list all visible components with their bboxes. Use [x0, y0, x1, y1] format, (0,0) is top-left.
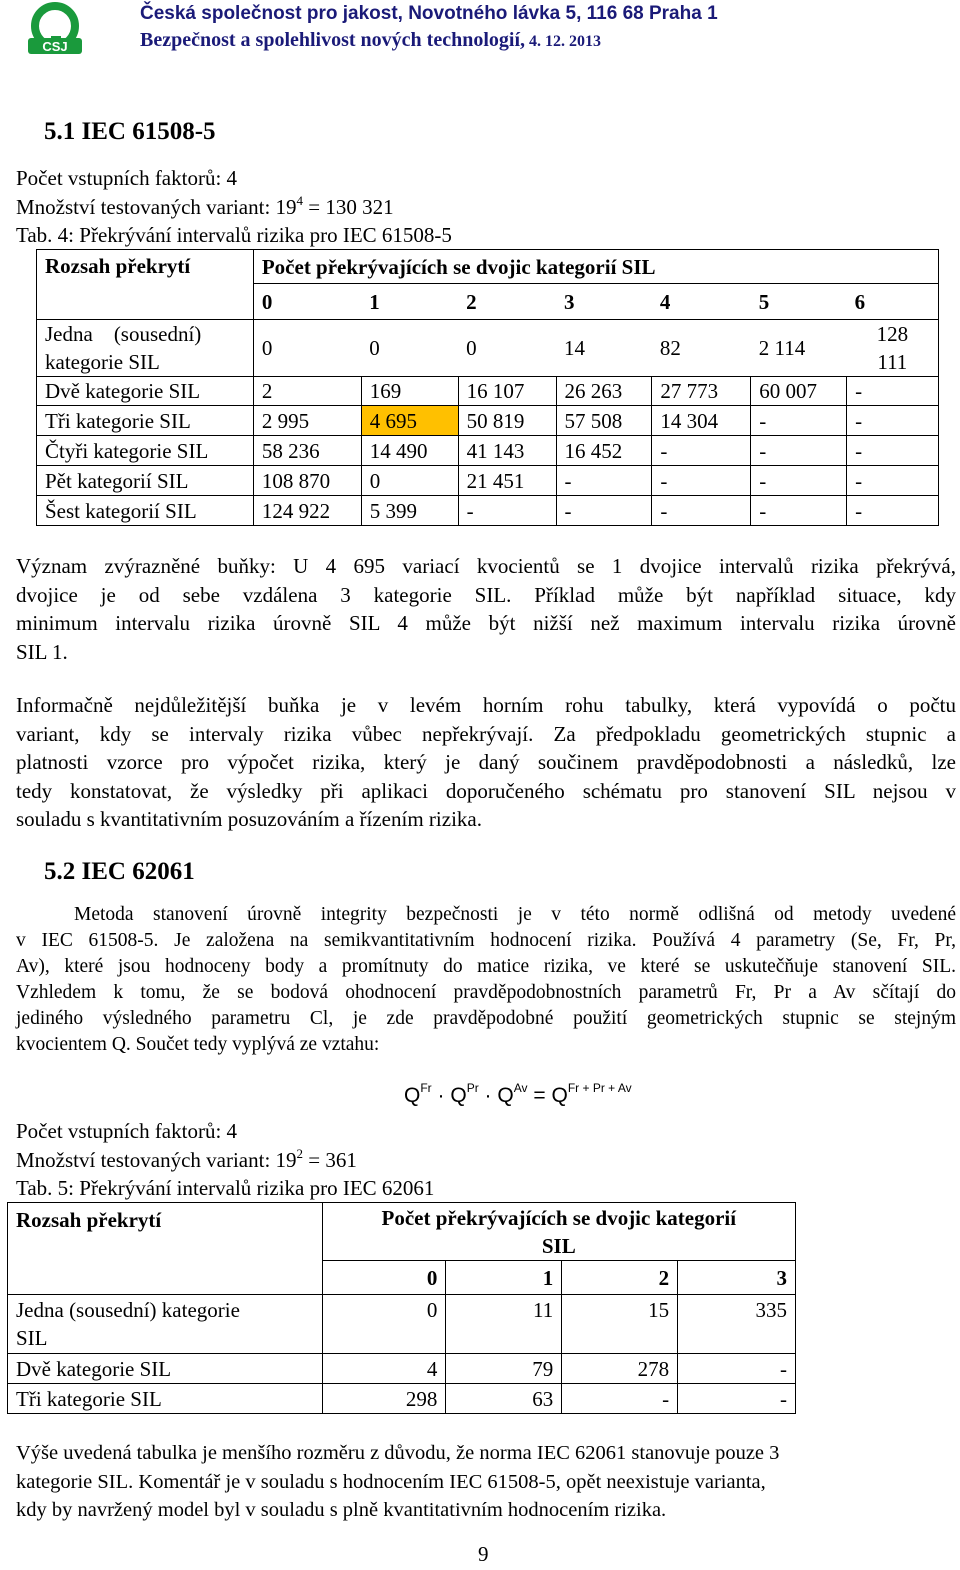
cell: 0 [322, 1295, 446, 1354]
table-5 [7, 1202, 796, 1414]
cell: - [556, 466, 652, 496]
cell: - [678, 1384, 796, 1414]
header-conference: Bezpečnost a spolehlivost nových technologií, [140, 29, 526, 51]
row-label: Tři kategorie SIL [8, 1384, 323, 1414]
paragraph-iec-62061 [16, 902, 956, 1058]
table-4-col: 5 [751, 284, 847, 320]
text-line: Av), které jsou hodnoceny body a promítnuty do matice rizika, ve které se uskutečňuje stanovení SIL. [16, 956, 956, 977]
cell: - [751, 406, 847, 436]
cell: 4 [322, 1354, 446, 1384]
cell: 57 508 [556, 406, 652, 436]
table-row [37, 320, 939, 377]
section-heading-5-1: 5.1 IEC 61508-5 [44, 118, 216, 145]
variants-suffix: = 361 [303, 1148, 357, 1172]
row-label: Tři kategorie SIL [37, 406, 254, 436]
cell: 16 452 [556, 436, 652, 466]
formula [404, 1081, 632, 1108]
table-4-col: 4 [652, 284, 751, 320]
row-label [8, 1295, 323, 1354]
formula-dot: · [484, 1084, 492, 1107]
table-row [37, 496, 939, 526]
row-label-a: Jedna (sousední) [45, 322, 202, 346]
variants-suffix: = 130 321 [303, 195, 394, 219]
header-line-2 [140, 29, 601, 52]
row-label: Pět kategorií SIL [37, 466, 254, 496]
table-4-col: 2 [458, 284, 556, 320]
table-4-col: 0 [253, 284, 361, 320]
formula-dot: · [437, 1084, 445, 1107]
cell: 0 [253, 320, 361, 377]
row-label-a: Jedna (sousední) kategorie [16, 1298, 240, 1322]
cell: 15 [562, 1295, 678, 1354]
cell: 5 399 [361, 496, 458, 526]
table-5-col-header: Rozsah překrytí [8, 1203, 323, 1295]
row-label-b: SIL [16, 1326, 48, 1350]
formula-eq: = [533, 1084, 546, 1107]
text-line: Význam zvýrazněné buňky: U 4 695 variací kvocientů se 1 dvojice intervalů rizika překrývá, [16, 554, 956, 578]
cell: 0 [361, 320, 458, 377]
text-line: v IEC 61508-5. Je založena na semikvantitativním hodnocení rizika. Používá 4 parametry (Se, Fr, Pr, [16, 930, 956, 951]
header-date: 4. 12. 2013 [525, 33, 602, 50]
cell: - [751, 496, 847, 526]
row-label: Šest kategorií SIL [37, 496, 254, 526]
table-4-col: 6 [847, 284, 939, 320]
group-header-line: Počet překrývajících se dvojic kategorií [381, 1205, 737, 1230]
cell: 16 107 [458, 377, 556, 406]
table-4-caption: Tab. 4: Překrývání intervalů rizika pro IEC 61508-5 [16, 223, 452, 247]
row-label: Dvě kategorie SIL [8, 1354, 323, 1384]
paragraph-important-cell [16, 691, 956, 834]
variants-line-2 [16, 1146, 357, 1174]
table-4-col: 1 [361, 284, 458, 320]
text-line: Vzhledem k tomu, že se bodová ohodnocení pravděpodobnostních parametrů Fr, Pr a Av sčítají do [16, 982, 956, 1003]
cell: 0 [361, 466, 458, 496]
cell: 278 [562, 1354, 678, 1384]
text-line: dvojice je od sebe vzdálena 3 kategorie SIL. Příklad může být například situace, kdy [16, 582, 956, 607]
table-4-col-header: Rozsah překrytí [37, 250, 254, 320]
text-line: Metoda stanovení úrovně integrity bezpečnosti je v této normě odlišná od metody uvedené [74, 904, 956, 925]
cell: 2 [253, 377, 361, 406]
cell: 60 007 [751, 377, 847, 406]
cell-line-b: 111 [877, 350, 908, 374]
svg-text:CSJ: CSJ [42, 39, 68, 54]
table-row [8, 1354, 796, 1384]
text-line: kategorie SIL. Komentář je v souladu s hodnocením IEC 61508-5, opět neexistuje varianta, [16, 1470, 766, 1493]
table-4 [36, 249, 939, 526]
cell: 21 451 [458, 466, 556, 496]
variants-line-1 [16, 193, 394, 221]
cell: - [847, 496, 939, 526]
text-line: jediného výsledného parametru Cl, je zde pravděpodobné použití geometrických stupnic se stejným [16, 1008, 956, 1029]
table-row [37, 436, 939, 466]
page-number: 9 [478, 1542, 489, 1566]
row-label-b: kategorie SIL [45, 350, 160, 374]
cell: 79 [446, 1354, 562, 1384]
table-5-caption: Tab. 5: Překrývání intervalů rizika pro IEC 62061 [16, 1176, 435, 1200]
formula-exp: Fr [420, 1081, 432, 1095]
text-line: platnosti vzorce pro výpočet rizika, který je daný součinem pravděpodobnosti a následků, lze [16, 750, 956, 774]
cell: 50 819 [458, 406, 556, 436]
cell: 124 922 [253, 496, 361, 526]
paragraph-highlight-meaning [16, 552, 956, 666]
cell: 2 114 [751, 320, 847, 377]
factors-line-2: Počet vstupních faktorů: 4 [16, 1119, 238, 1143]
cell: 14 490 [361, 436, 458, 466]
formula-exp: Av [513, 1081, 528, 1095]
cell: - [847, 377, 939, 406]
text-line: souladu s kvantitativním posuzováním a řízením rizika. [16, 807, 482, 831]
row-label: Dvě kategorie SIL [37, 377, 254, 406]
factors-line-1: Počet vstupních faktorů: 4 [16, 166, 238, 190]
cell: 63 [446, 1384, 562, 1414]
cell: - [458, 496, 556, 526]
cell: 169 [361, 377, 458, 406]
text-line: Informačně nejdůležitější buňka je v levém horním rohu tabulky, která vypovídá o počtu [16, 693, 956, 717]
text-line: SIL 1. [16, 639, 68, 664]
cell: - [847, 406, 939, 436]
table-4-col: 3 [556, 284, 652, 320]
cell: 14 [556, 320, 652, 377]
cell: 82 [652, 320, 751, 377]
table-row [37, 466, 939, 496]
highlighted-cell: 4 695 [361, 406, 458, 436]
variants-prefix: Množství testovaných variant: 19 [16, 195, 297, 219]
table-5-col: 1 [446, 1261, 562, 1295]
cell: 14 304 [652, 406, 751, 436]
section-heading-5-2: 5.2 IEC 62061 [44, 858, 195, 885]
formula-q: Q [497, 1084, 514, 1107]
cell: 298 [322, 1384, 446, 1414]
csj-logo [22, 2, 88, 56]
row-label [37, 320, 254, 377]
formula-q: Q [450, 1084, 467, 1107]
text-line: minimum intervalu rizika úrovně SIL 4 může být nižší než maximum intervalu rizika úrovně [16, 611, 956, 635]
cell: 2 995 [253, 406, 361, 436]
table-5-group-header [322, 1203, 795, 1261]
cell: - [678, 1354, 796, 1384]
cell: 11 [446, 1295, 562, 1354]
table-5-col: 2 [562, 1261, 678, 1295]
variants-prefix: Množství testovaných variant: 19 [16, 1148, 297, 1172]
formula-q: Q [404, 1084, 421, 1107]
cell-line-a: 128 [876, 322, 909, 346]
cell: 26 263 [556, 377, 652, 406]
cell: 0 [458, 320, 556, 377]
paragraph-table-size [16, 1439, 956, 1525]
cell: - [652, 496, 751, 526]
cell: - [652, 436, 751, 466]
header-line-1: Česká společnost pro jakost, Novotného lávka 5, 116 68 Praha 1 [140, 3, 718, 24]
text-line: variant, kdy se intervaly rizika vůbec nepřekrývají. Za předpokladu geometrických stupnic a [16, 721, 956, 746]
row-label: Čtyři kategorie SIL [37, 436, 254, 466]
variants-exponent: 2 [296, 1146, 304, 1161]
text-line: Výše uvedená tabulka je menšího rozměru z důvodu, že norma IEC 62061 stanovuje pouze 3 [16, 1442, 780, 1464]
formula-q: Q [551, 1084, 568, 1107]
variants-exponent: 4 [296, 193, 304, 208]
table-row [37, 377, 939, 406]
formula-exp: Fr + Pr + Av [567, 1081, 632, 1095]
cell: 58 236 [253, 436, 361, 466]
cell: - [652, 466, 751, 496]
table-5-col: 0 [322, 1261, 446, 1295]
cell: - [847, 466, 939, 496]
cell: 27 773 [652, 377, 751, 406]
cell [847, 320, 939, 377]
table-row [8, 1295, 796, 1354]
group-header-line: SIL [541, 1233, 576, 1258]
table-4-group-header: Počet překrývajících se dvojic kategorií SIL [253, 250, 938, 284]
cell: - [751, 436, 847, 466]
text-line: tedy konstatovat, že výsledky při aplikaci doporučeného schématu pro stanovení SIL nejsou v [16, 778, 956, 803]
table-row [37, 406, 939, 436]
text-line: kvocientem Q. Součet tedy vyplývá ze vztahu: [16, 1034, 380, 1055]
text-line: kdy by navržený model byl v souladu s plně kvantitativním hodnocením rizika. [16, 1499, 667, 1521]
formula-exp: Pr [466, 1081, 479, 1095]
cell: - [562, 1384, 678, 1414]
cell: 108 870 [253, 466, 361, 496]
table-5-col: 3 [678, 1261, 796, 1295]
table-row [8, 1384, 796, 1414]
cell: 335 [678, 1295, 796, 1354]
cell: - [556, 496, 652, 526]
cell: 41 143 [458, 436, 556, 466]
cell: - [751, 466, 847, 496]
cell: - [847, 436, 939, 466]
